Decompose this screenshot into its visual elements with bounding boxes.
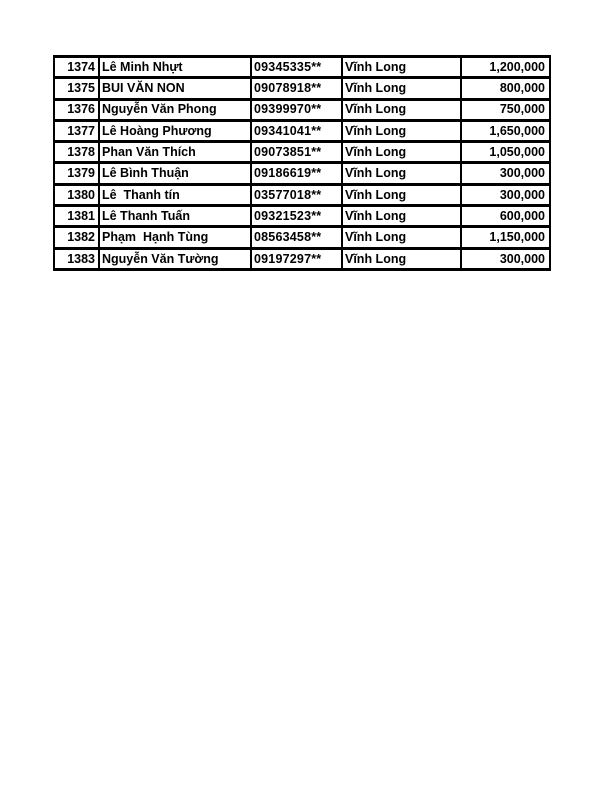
cell-row-number: 1379 <box>54 163 99 184</box>
cell-amount: 1,200,000 <box>461 57 550 78</box>
cell-amount: 1,050,000 <box>461 142 550 163</box>
cell-full-name: Nguyễn Văn Tường <box>99 248 251 269</box>
cell-full-name: Nguyễn Văn Phong <box>99 99 251 120</box>
cell-row-number: 1376 <box>54 99 99 120</box>
cell-full-name: Lê Thanh tín <box>99 184 251 205</box>
cell-full-name: Lê Thanh Tuấn <box>99 206 251 227</box>
table-row <box>54 142 550 163</box>
cell-province: Vĩnh Long <box>342 99 461 120</box>
cell-full-name: Lê Bình Thuận <box>99 163 251 184</box>
table-row <box>54 120 550 141</box>
cell-row-number: 1375 <box>54 78 99 99</box>
cell-full-name: Phạm Hạnh Tùng <box>99 227 251 248</box>
cell-full-name: Phan Văn Thích <box>99 142 251 163</box>
payment-list-table <box>53 55 551 271</box>
cell-province: Vĩnh Long <box>342 78 461 99</box>
cell-amount: 300,000 <box>461 184 550 205</box>
table-row <box>54 57 550 78</box>
table-row <box>54 163 550 184</box>
cell-phone-masked: 09078918** <box>251 78 342 99</box>
cell-province: Vĩnh Long <box>342 248 461 269</box>
cell-phone-masked: 09186619** <box>251 163 342 184</box>
table-row <box>54 78 550 99</box>
cell-province: Vĩnh Long <box>342 206 461 227</box>
cell-row-number: 1383 <box>54 248 99 269</box>
cell-province: Vĩnh Long <box>342 120 461 141</box>
cell-phone-masked: 09399970** <box>251 99 342 120</box>
cell-row-number: 1380 <box>54 184 99 205</box>
table-body <box>54 57 550 270</box>
cell-phone-masked: 09197297** <box>251 248 342 269</box>
cell-amount: 1,650,000 <box>461 120 550 141</box>
cell-amount: 600,000 <box>461 206 550 227</box>
cell-province: Vĩnh Long <box>342 142 461 163</box>
table-row <box>54 206 550 227</box>
cell-amount: 800,000 <box>461 78 550 99</box>
cell-phone-masked: 09341041** <box>251 120 342 141</box>
cell-row-number: 1381 <box>54 206 99 227</box>
cell-province: Vĩnh Long <box>342 163 461 184</box>
cell-full-name: Lê Minh Nhựt <box>99 57 251 78</box>
cell-row-number: 1382 <box>54 227 99 248</box>
cell-province: Vĩnh Long <box>342 184 461 205</box>
table-row <box>54 184 550 205</box>
cell-row-number: 1378 <box>54 142 99 163</box>
cell-amount: 300,000 <box>461 248 550 269</box>
cell-full-name: BUI VĂN NON <box>99 78 251 99</box>
cell-amount: 1,150,000 <box>461 227 550 248</box>
cell-row-number: 1377 <box>54 120 99 141</box>
cell-province: Vĩnh Long <box>342 227 461 248</box>
cell-full-name: Lê Hoàng Phương <box>99 120 251 141</box>
table-row <box>54 248 550 269</box>
cell-province: Vĩnh Long <box>342 57 461 78</box>
cell-row-number: 1374 <box>54 57 99 78</box>
table-row <box>54 227 550 248</box>
cell-phone-masked: 03577018** <box>251 184 342 205</box>
cell-phone-masked: 09073851** <box>251 142 342 163</box>
cell-phone-masked: 09345335** <box>251 57 342 78</box>
cell-phone-masked: 08563458** <box>251 227 342 248</box>
cell-phone-masked: 09321523** <box>251 206 342 227</box>
cell-amount: 750,000 <box>461 99 550 120</box>
cell-amount: 300,000 <box>461 163 550 184</box>
table-row <box>54 99 550 120</box>
